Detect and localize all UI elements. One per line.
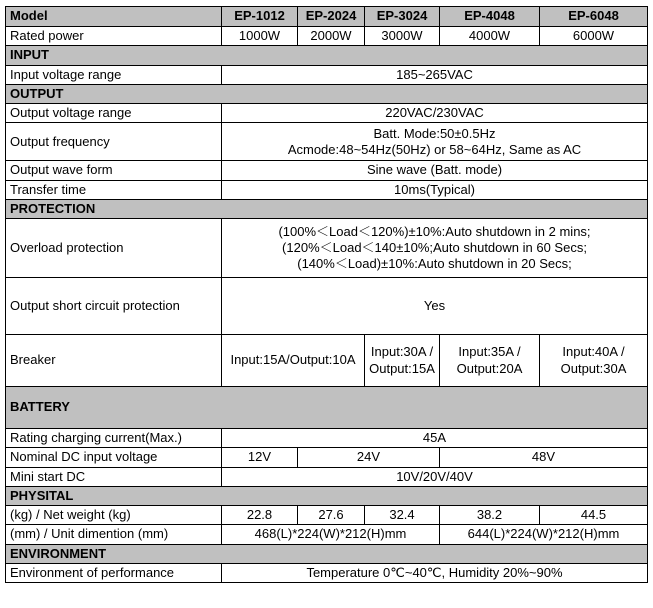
- rated-power-ep1012: 1000W: [222, 27, 298, 46]
- input-voltage-range-value: 185~265VAC: [222, 65, 648, 84]
- input-voltage-range-row: [6, 65, 648, 84]
- section-row-protection: [6, 199, 648, 218]
- input-voltage-range-label: Input voltage range: [6, 65, 222, 84]
- overload-protection-value: [222, 219, 648, 278]
- short-circuit-label: Output short circuit protection: [6, 278, 222, 335]
- breaker-label: Breaker: [6, 335, 222, 387]
- section-header-battery: BATTERY: [6, 387, 648, 429]
- mini-start-dc-label: Mini start DC: [6, 467, 222, 486]
- unit-dimension-small: 468(L)*224(W)*212(H)mm: [222, 525, 440, 544]
- section-row-output: [6, 84, 648, 103]
- section-row-environment: [6, 544, 648, 563]
- transfer-time-value: 10ms(Typical): [222, 180, 648, 199]
- breaker-row: [6, 335, 648, 387]
- output-wave-form-value: Sine wave (Batt. mode): [222, 161, 648, 180]
- column-header-ep3024: EP-3024: [365, 7, 440, 27]
- transfer-time-label: Transfer time: [6, 180, 222, 199]
- environment-performance-value: Temperature 0℃~40℃, Humidity 20%~90%: [222, 563, 648, 582]
- overload-line3: (140%＜Load)±10%:Auto shutdown in 20 Secs;: [297, 256, 572, 272]
- nominal-dc-12v: 12V: [222, 448, 298, 467]
- unit-dimension-large: 644(L)*224(W)*212(H)mm: [440, 525, 648, 544]
- charging-current-row: [6, 429, 648, 448]
- charging-current-label: Rating charging current(Max.): [6, 429, 222, 448]
- unit-dimension-label: (mm) / Unit dimention (mm): [6, 525, 222, 544]
- mini-start-dc-value: 10V/20V/40V: [222, 467, 648, 486]
- net-weight-ep2024: 27.6: [298, 506, 365, 525]
- rated-power-row: [6, 27, 648, 46]
- output-frequency-line2: Acmode:48~54Hz(50Hz) or 58~64Hz, Same as AC: [287, 141, 582, 157]
- net-weight-row: [6, 506, 648, 525]
- nominal-dc-row: [6, 448, 648, 467]
- nominal-dc-48v: 48V: [440, 448, 648, 467]
- overload-protection-label: Overload protection: [6, 219, 222, 278]
- overload-line1: (100%＜Load＜120%)±10%:Auto shutdown in 2 mins;: [278, 223, 591, 239]
- section-header-input: INPUT: [6, 46, 648, 65]
- overload-line2: (120%＜Load＜140±10%;Auto shutdown in 60 Secs;: [282, 239, 587, 255]
- short-circuit-row: [6, 278, 648, 335]
- rated-power-ep4048: 4000W: [440, 27, 540, 46]
- net-weight-ep3024: 32.4: [365, 506, 440, 525]
- column-header-ep1012: EP-1012: [222, 7, 298, 27]
- output-frequency-row: [6, 123, 648, 161]
- nominal-dc-label: Nominal DC input voltage: [6, 448, 222, 467]
- breaker-ep3024: Input:30A / Output:15A: [365, 335, 440, 387]
- section-header-physital: PHYSITAL: [6, 486, 648, 505]
- section-row-battery: [6, 387, 648, 429]
- model-header-row: [6, 7, 648, 27]
- breaker-ep1012-2024: Input:15A/Output:10A: [222, 335, 365, 387]
- output-frequency-label: Output frequency: [6, 123, 222, 161]
- environment-performance-label: Environment of performance: [6, 563, 222, 582]
- output-voltage-range-row: [6, 104, 648, 123]
- net-weight-ep4048: 38.2: [440, 506, 540, 525]
- section-header-environment: ENVIRONMENT: [6, 544, 648, 563]
- column-header-ep6048: EP-6048: [540, 7, 648, 27]
- breaker-ep4048: Input:35A / Output:20A: [440, 335, 540, 387]
- output-voltage-range-value: 220VAC/230VAC: [222, 104, 648, 123]
- nominal-dc-24v: 24V: [298, 448, 440, 467]
- environment-performance-row: [6, 563, 648, 582]
- breaker-ep6048: Input:40A / Output:30A: [540, 335, 648, 387]
- short-circuit-value: Yes: [222, 278, 648, 335]
- net-weight-ep6048: 44.5: [540, 506, 648, 525]
- rated-power-ep3024: 3000W: [365, 27, 440, 46]
- output-wave-form-label: Output wave form: [6, 161, 222, 180]
- column-header-ep2024: EP-2024: [298, 7, 365, 27]
- overload-protection-row: [6, 219, 648, 278]
- section-row-input: [6, 46, 648, 65]
- output-voltage-range-label: Output voltage range: [6, 104, 222, 123]
- rated-power-ep6048: 6000W: [540, 27, 648, 46]
- transfer-time-row: [6, 180, 648, 199]
- section-row-physital: [6, 486, 648, 505]
- rated-power-label: Rated power: [6, 27, 222, 46]
- section-header-protection: PROTECTION: [6, 199, 648, 218]
- rated-power-ep2024: 2000W: [298, 27, 365, 46]
- model-label: Model: [6, 7, 222, 27]
- output-frequency-value: [222, 123, 648, 161]
- unit-dimension-row: [6, 525, 648, 544]
- net-weight-ep1012: 22.8: [222, 506, 298, 525]
- section-header-output: OUTPUT: [6, 84, 648, 103]
- output-frequency-line1: Batt. Mode:50±0.5Hz: [373, 125, 496, 141]
- charging-current-value: 45A: [222, 429, 648, 448]
- mini-start-dc-row: [6, 467, 648, 486]
- net-weight-label: (kg) / Net weight (kg): [6, 506, 222, 525]
- output-wave-form-row: [6, 161, 648, 180]
- column-header-ep4048: EP-4048: [440, 7, 540, 27]
- spec-table: [5, 6, 648, 583]
